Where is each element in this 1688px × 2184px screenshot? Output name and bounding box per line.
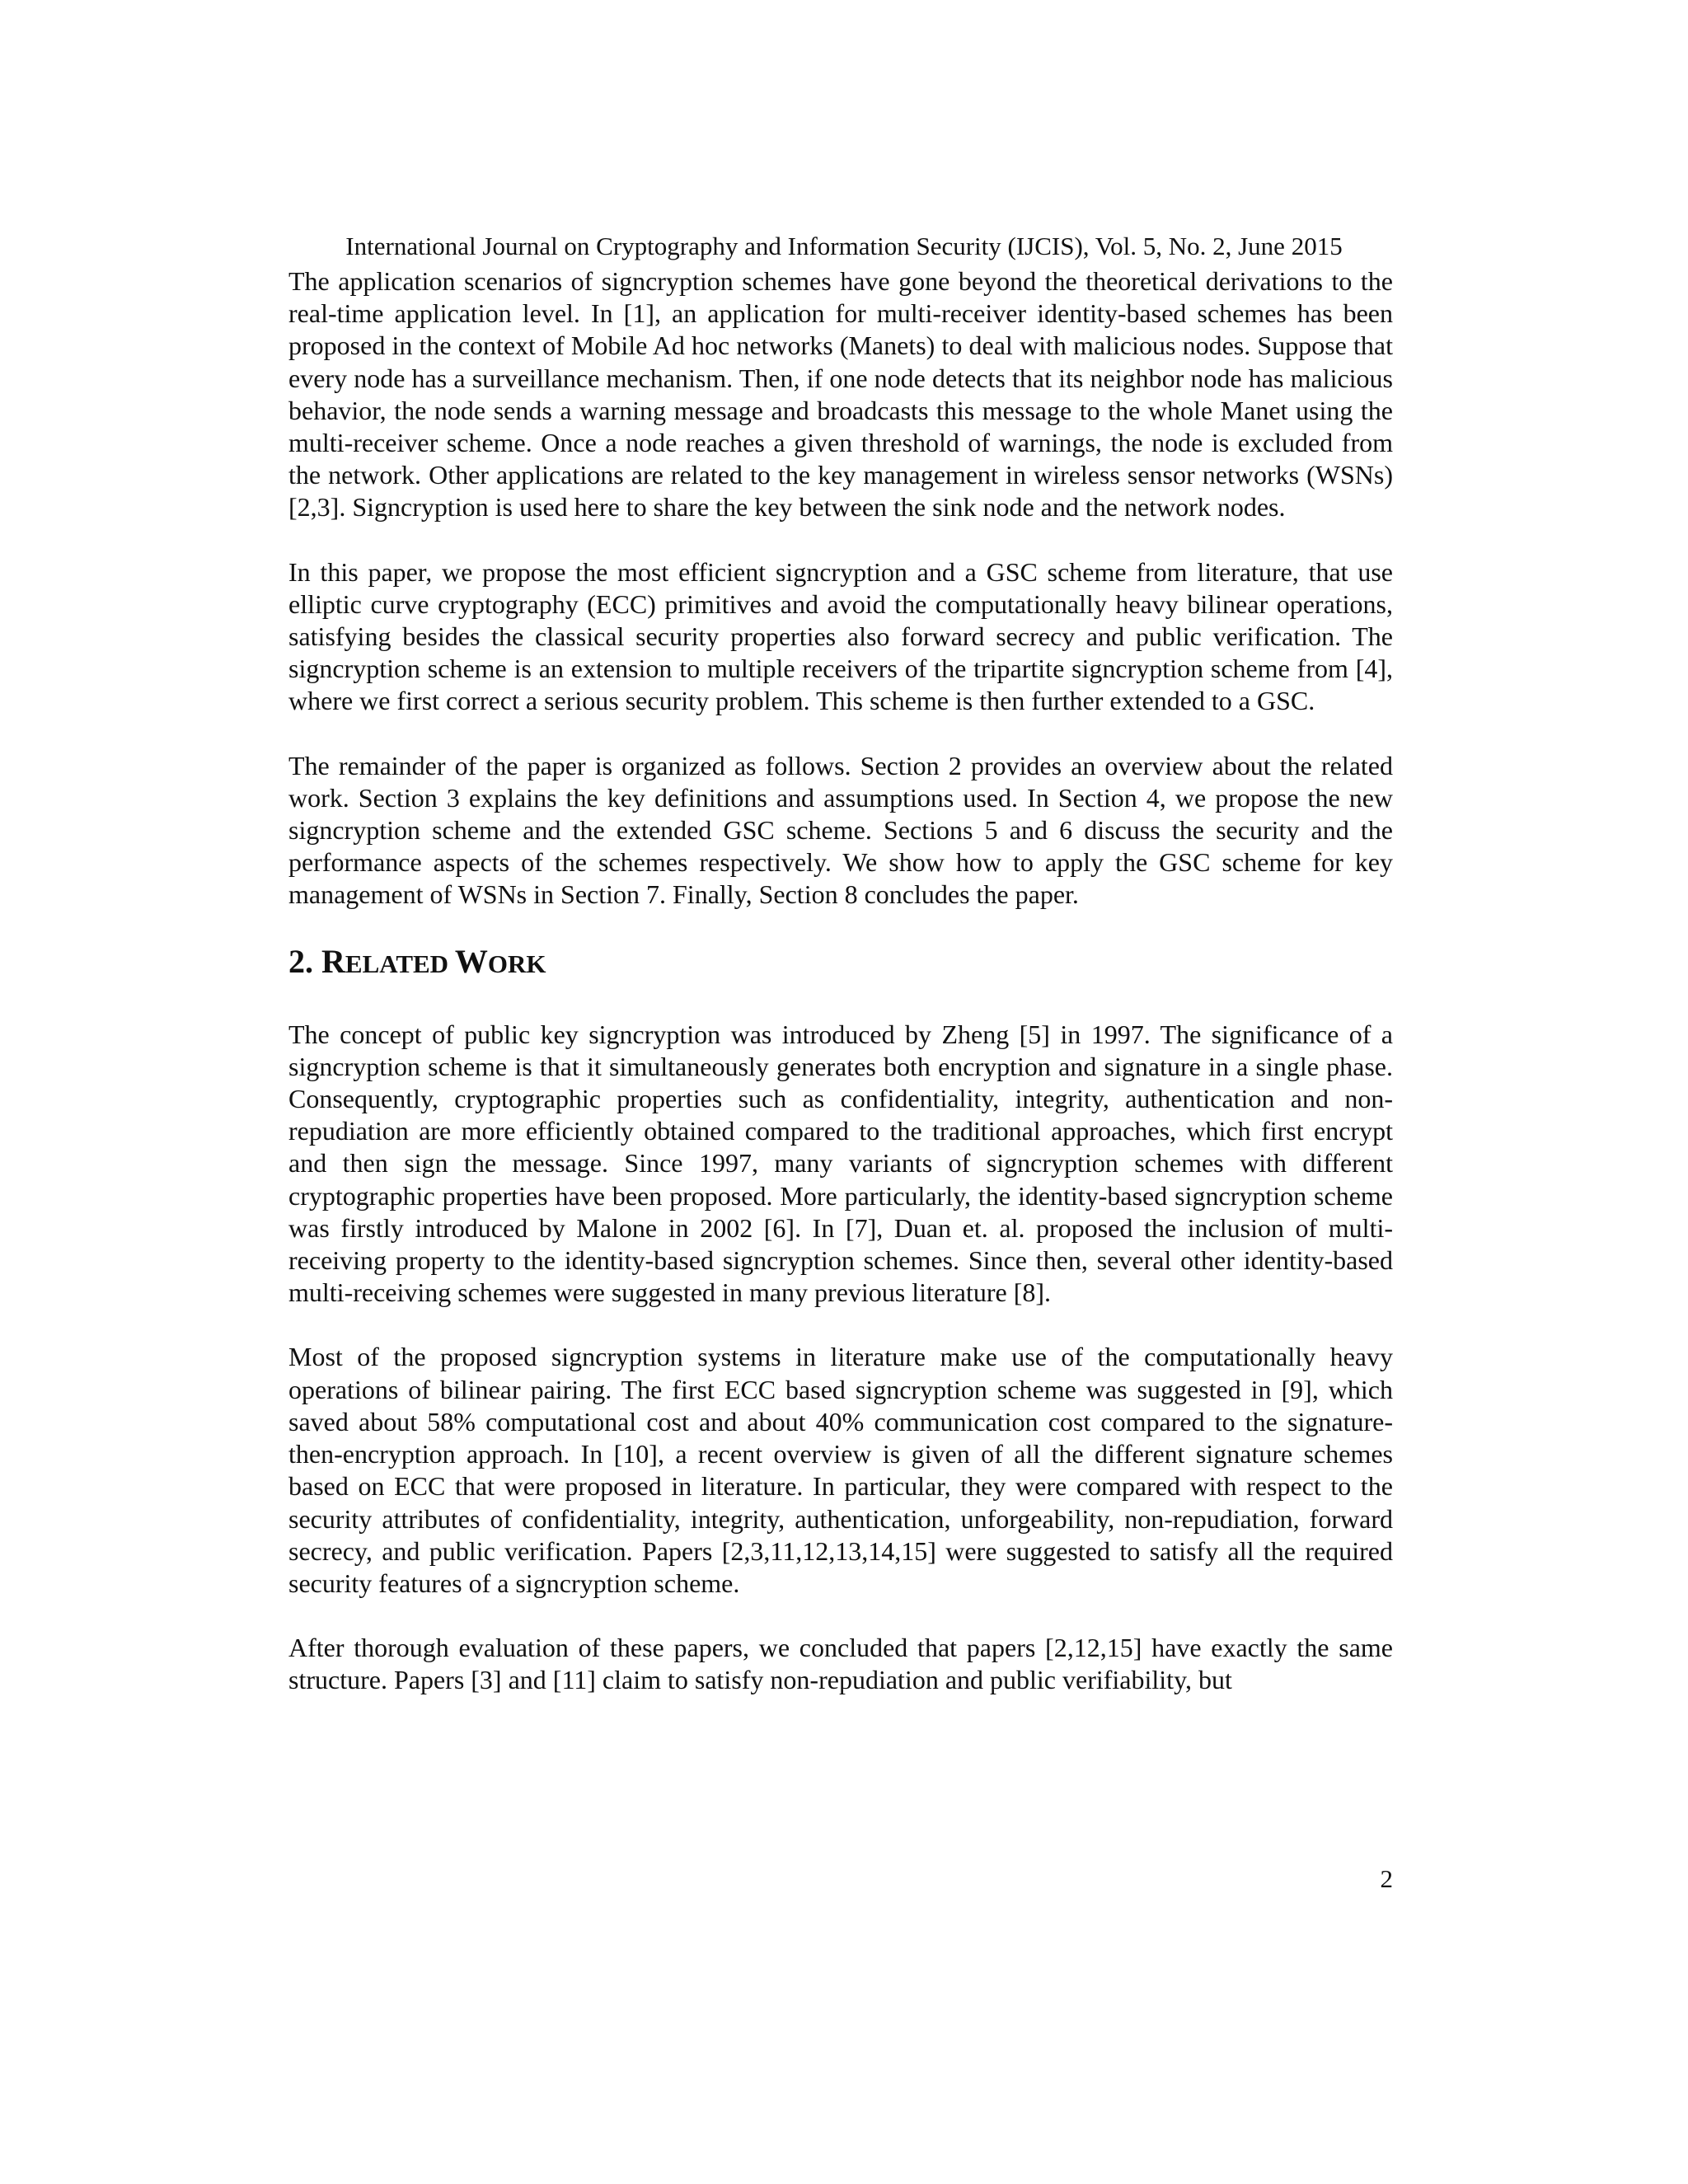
- related-work-paragraph-2: Most of the proposed signcryption systems in literature make use of the computationally heavy operations of bilinear pairing. The first ECC based signcryption scheme was suggested in [9], which saved about 58% computational cost and about 40% communication cost compared to the signature-then-encryption approach. In [10], a recent overview is given of all the different signature schemes based on ECC that were proposed in literature. In particular, they were compared with respect to the security attributes of confidentiality, integrity, authentication, unforgeability, non-repudiation, forward secrecy, and public verification. Papers [2,3,11,12,13,14,15] were suggested to satisfy all the required security features of a signcryption scheme.: [288, 1342, 1393, 1598]
- intro-paragraph-2: In this paper, we propose the most efficient signcryption and a GSC scheme from literature, that use elliptic curve cryptography (ECC) primitives and avoid the computationally heavy bilinear operations, satisfying besides the classical security properties also forward secrecy and public verification. The signcryption scheme is an extension to multiple receivers of the tripartite signcryption scheme from [4], where we first correct a serious security problem. This scheme is then further extended to a GSC.: [288, 556, 1393, 716]
- section-title-part: ELATED: [345, 949, 455, 978]
- section-title-part: W: [454, 942, 488, 980]
- intro-paragraph-3: The remainder of the paper is organized as follows. Section 2 provides an overview about the related work. Section 3 explains the key definitions and assumptions used. In Section 4, we propose the new signcryption scheme and the extended GSC scheme. Sections 5 and 6 discuss the security and the performance aspects of the schemes respectively. We show how to apply the GSC scheme for key management of WSNs in Section 7. Finally, Section 8 concludes the paper.: [288, 750, 1393, 910]
- section-title-part: R: [321, 942, 345, 980]
- page-content: [288, 265, 1393, 1697]
- running-header: International Journal on Cryptography and Information Security (IJCIS), Vol. 5, No. 2, June 2015: [345, 232, 1343, 260]
- intro-paragraph-1: The application scenarios of signcryption schemes have gone beyond the theoretical derivations to the real-time application level. In [1], an application for multi-receiver identity-based schemes has been proposed in the context of Mobile Ad hoc networks (Manets) to deal with malicious nodes. Suppose that every node has a surveillance mechanism. Then, if one node detects that its neighbor node has malicious behavior, the node sends a warning message and broadcasts this message to the whole Manet using the multi-receiver scheme. Once a node reaches a given threshold of warnings, the node is excluded from the network. Other applications are related to the key management in wireless sensor networks (WSNs) [2,3]. Signcryption is used here to share the key between the sink node and the network nodes.: [288, 266, 1393, 523]
- section-number: 2.: [288, 942, 321, 980]
- related-work-paragraph-1: The concept of public key signcryption was introduced by Zheng [5] in 1997. The significance of a signcryption scheme is that it simultaneously generates both encryption and signature in a single phase. Consequently, cryptographic properties such as confidentiality, integrity, authentication and non-repudiation are more efficiently obtained compared to the traditional approaches, which first encrypt and then sign the message. Since 1997, many variants of signcryption schemes with different cryptographic properties have been proposed. More particularly, the identity-based signcryption scheme was firstly introduced by Malone in 2002 [6]. In [7], Duan et. al. proposed the inclusion of multi-receiving property to the identity-based signcryption schemes. Since then, several other identity-based multi-receiving schemes were suggested in many previous literature [8].: [288, 1019, 1393, 1308]
- related-work-paragraph-3: After thorough evaluation of these papers, we concluded that papers [2,12,15] have exactly the same structure. Papers [3] and [11] claim to satisfy non-repudiation and public verifiability, but: [288, 1633, 1393, 1695]
- section-title-part: ORK: [487, 949, 546, 978]
- section-heading-related-work: [288, 937, 1393, 989]
- page-number: 2: [1380, 1864, 1393, 1893]
